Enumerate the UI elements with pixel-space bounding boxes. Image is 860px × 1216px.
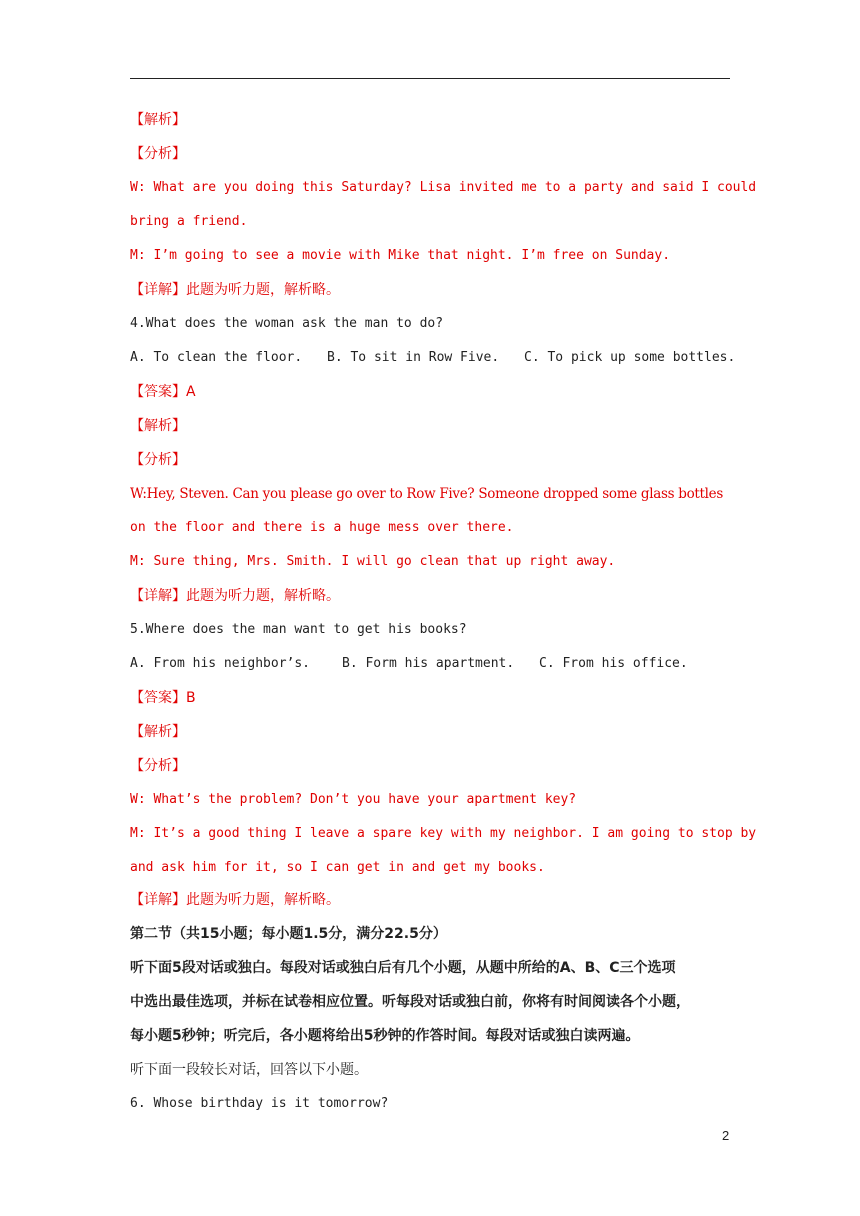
dialogue-intro: 听下面一段较长对话，回答以下小题。 [130, 1062, 368, 1078]
option-c: C. From his office. [539, 656, 688, 671]
dialogue-line: W:Hey, Steven. Can you please go over to Row Five? Someone dropped some glass bottles [130, 486, 724, 502]
dialogue-line: bring a friend. [130, 214, 248, 229]
analysis-label: 【解析】 [130, 724, 186, 740]
question-4: 4.What does the woman ask the man to do? [130, 316, 444, 331]
section-instructions: 听下面5段对话或独白。每段对话或独白后有几个小题，从题中所给的A、B、C三个选项 [130, 960, 676, 976]
option-a: A. To clean the floor. [130, 350, 303, 365]
option-c: C. To pick up some bottles. [524, 350, 736, 365]
question-5-options [130, 654, 735, 674]
dialogue-line: W: What’s the problem? Don’t you have your apartment key? [130, 792, 577, 807]
dialogue-line: M: I’m going to see a movie with Mike that night. I’m free on Sunday. [130, 248, 671, 263]
analysis-sub-label: 【分析】 [130, 452, 186, 468]
option-b: B. To sit in Row Five. [327, 350, 500, 365]
analysis-label: 【解析】 [130, 112, 186, 128]
dialogue-line: on the floor and there is a huge mess over there. [130, 520, 514, 535]
analysis-label: 【解析】 [130, 418, 186, 434]
question-5: 5.Where does the man want to get his books? [130, 622, 467, 637]
analysis-sub-label: 【分析】 [130, 758, 186, 774]
answer-label: 【答案】B [130, 690, 196, 706]
header-rule [130, 78, 730, 79]
dialogue-line: M: Sure thing, Mrs. Smith. I will go clean that up right away. [130, 554, 616, 569]
dialogue-line: M: It’s a good thing I leave a spare key with my neighbor. I am going to stop by [130, 826, 757, 841]
detail-note: 【详解】此题为听力题，解析略。 [130, 282, 340, 298]
question-6: 6. Whose birthday is it tomorrow? [130, 1096, 389, 1111]
detail-note: 【详解】此题为听力题，解析略。 [130, 892, 340, 908]
detail-note: 【详解】此题为听力题，解析略。 [130, 588, 340, 604]
analysis-sub-label: 【分析】 [130, 146, 186, 162]
section-instructions: 中选出最佳选项，并标在试卷相应位置。听每段对话或独白前，你将有时间阅读各个小题， [130, 994, 690, 1010]
dialogue-line: W: What are you doing this Saturday? Lisa invited me to a party and said I could [130, 180, 757, 195]
page-number: 2 [722, 1128, 730, 1143]
section-instructions: 每小题5秒钟；听完后，各小题将给出5秒钟的作答时间。每段对话或独白读两遍。 [130, 1028, 640, 1044]
answer-label: 【答案】A [130, 384, 196, 400]
section-heading: 第二节（共15小题；每小题1.5分，满分22.5分） [130, 926, 447, 942]
option-b: B. Form his apartment. [342, 656, 515, 671]
option-a: A. From his neighbor’s. [130, 656, 311, 671]
dialogue-line: and ask him for it, so I can get in and get my books. [130, 860, 545, 875]
question-4-options [130, 348, 735, 368]
